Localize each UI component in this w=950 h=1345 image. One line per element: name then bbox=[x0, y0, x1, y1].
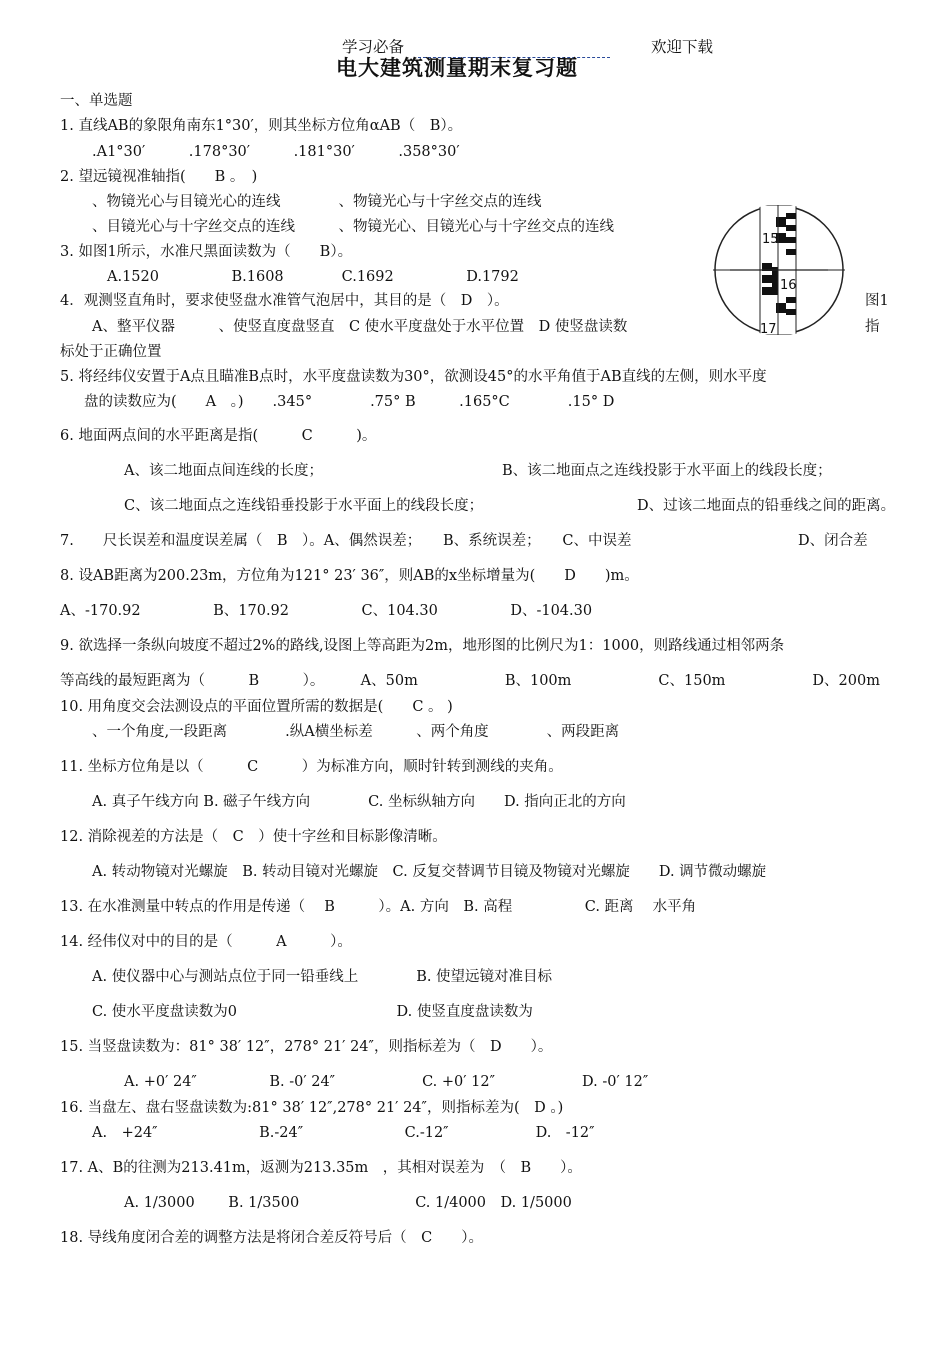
question-7-option-d: D、闭合差 bbox=[798, 533, 868, 549]
rod-label-15: 15 bbox=[762, 232, 779, 247]
question-4-options: A、整平仪器 、使竖直度盘竖直 C 使水平度盘处于水平位置 D 使竖盘读数 bbox=[92, 319, 628, 335]
question-8: 8. 设AB距离为200.23m，方位角为121° 23′ 36″，则AB的x坐标增量为( D )m。 bbox=[60, 568, 639, 584]
question-4: 4．观测竖直角时，要求使竖盘水准管气泡居中，其目的是（ D ）。 bbox=[60, 293, 509, 309]
question-18: 18. 导线角度闭合差的调整方法是将闭合差反符号后（ C ）。 bbox=[60, 1230, 484, 1246]
question-14-options-b: C. 使水平度盘读数为0 D. 使竖直度盘读数为 bbox=[92, 1004, 533, 1020]
question-16-options: A. +24″ B.-24″ C.-12″ D. -12″ bbox=[92, 1125, 595, 1141]
question-15-options: A. +0′ 24″ B. -0′ 24″ C. +0′ 12″ D. -0′ 12″ bbox=[124, 1074, 649, 1090]
question-5: 5. 将经纬仪安置于A点且瞄准B点时，水平度盘读数为30°，欲测设45°的水平角值于AB直线的左侧，则水平度 bbox=[60, 369, 767, 385]
question-12-options: A. 转动物镜对光螺旋 B. 转动目镜对光螺旋 C. 反复交替调节目镜及物镜对光螺旋 D. 调节微动螺旋 bbox=[92, 864, 767, 880]
leveling-rod-figure bbox=[710, 205, 850, 335]
rod-label-17: 17 bbox=[760, 322, 777, 335]
question-8-options: A、-170.92 B、170.92 C、104.30 D、-104.30 bbox=[60, 603, 593, 619]
question-10: 10. 用角度交会法测设点的平面位置所需的数据是( C 。 ) bbox=[60, 699, 453, 715]
question-6-option-d: D、过该二地面点的铅垂线之间的距离。 bbox=[637, 498, 896, 514]
rod-label-16: 16 bbox=[780, 278, 797, 293]
section-heading: 一、单选题 bbox=[60, 93, 133, 109]
question-9: 9. 欲选择一条纵向坡度不超过2%的路线,设图上等高距为2m，地形图的比例尺为1：1000，则路线通过相邻两条 bbox=[60, 638, 785, 654]
header-right: 欢迎下载 bbox=[651, 38, 714, 56]
page-title: 电大建筑测量期末复习题 bbox=[336, 56, 578, 80]
question-6: 6. 地面两点间的水平距离是指( C )。 bbox=[60, 428, 377, 444]
question-3-options: A.1520 B.1608 C.1692 D.1792 bbox=[107, 269, 519, 285]
header-left: 学习必备 bbox=[342, 38, 405, 56]
question-6-option-c: C、该二地面点之连线铅垂投影于水平面上的线段长度； bbox=[124, 498, 484, 514]
question-12: 12. 消除视差的方法是（ C ）使十字丝和目标影像清晰。 bbox=[60, 829, 447, 845]
question-17: 17. A、B的往测为213.41m，返测为213.35m ，其相对误差为 （ B ）。 bbox=[60, 1160, 582, 1176]
question-10-options: 、一个角度,一段距离 .纵A横坐标差 、两个角度 、两段距离 bbox=[92, 724, 620, 740]
question-15: 15. 当竖盘读数为：81° 38′ 12″，278° 21′ 24″，则指标差为（ D ）。 bbox=[60, 1039, 553, 1055]
question-1-options: .A1°30′ .178°30′ .181°30′ .358°30′ bbox=[92, 144, 460, 160]
question-16: 16. 当盘左、盘右竖盘读数为:81° 38′ 12″,278° 21′ 24″，则指标差为( D 。) bbox=[60, 1100, 564, 1116]
question-4-options-tail: 指 bbox=[865, 319, 880, 335]
question-3: 3. 如图1所示，水准尺黑面读数为（ B）。 bbox=[60, 244, 353, 260]
question-6-option-a: A、该二地面点间连线的长度； bbox=[124, 463, 323, 479]
question-7: 7. 尺长误差和温度误差属（ B ）。A、偶然误差； B、系统误差； C、中误差 bbox=[60, 533, 632, 549]
figure-label: 图1 bbox=[865, 293, 889, 309]
question-5-continuation: 盘的读数应为( A 。) .345° .75° B .165°C .15° D bbox=[84, 394, 615, 410]
question-2-options-b: 、目镜光心与十字丝交点的连线 、物镜光心、目镜光心与十字丝交点的连线 bbox=[92, 219, 614, 235]
question-14: 14. 经伟仪对中的目的是（ A ）。 bbox=[60, 934, 352, 950]
question-11: 11. 坐标方位角是以（ C ）为标准方向，顺时针转到测线的夹角。 bbox=[60, 759, 563, 775]
question-2-options-a: 、物镜光心与目镜光心的连线 、物镜光心与十字丝交点的连线 bbox=[92, 194, 542, 210]
question-9-continuation: 等高线的最短距离为（ B ）。 A、50m B、100m C、150m D、200m bbox=[60, 673, 880, 689]
question-17-options: A. 1/3000 B. 1/3500 C. 1/4000 D. 1/5000 bbox=[124, 1195, 572, 1211]
question-14-options-a: A. 使仪器中心与测站点位于同一铅垂线上 B. 使望远镜对准目标 bbox=[92, 969, 553, 985]
question-13: 13. 在水准测量中转点的作用是传递（ B ）。A. 方向 B. 高程 C. 距离 水平角 bbox=[60, 899, 697, 915]
question-4-continuation: 标处于正确位置 bbox=[60, 344, 162, 360]
question-11-options: A. 真子午线方向 B. 磁子午线方向 C. 坐标纵轴方向 D. 指向正北的方向 bbox=[92, 794, 626, 810]
question-6-option-b: B、该二地面点之连线投影于水平面上的线段长度； bbox=[502, 463, 832, 479]
question-1: 1. 直线AB的象限角南东1°30′，则其坐标方位角αAB（ B）。 bbox=[60, 118, 463, 134]
question-2: 2. 望远镜视准轴指( B 。 ) bbox=[60, 169, 258, 185]
